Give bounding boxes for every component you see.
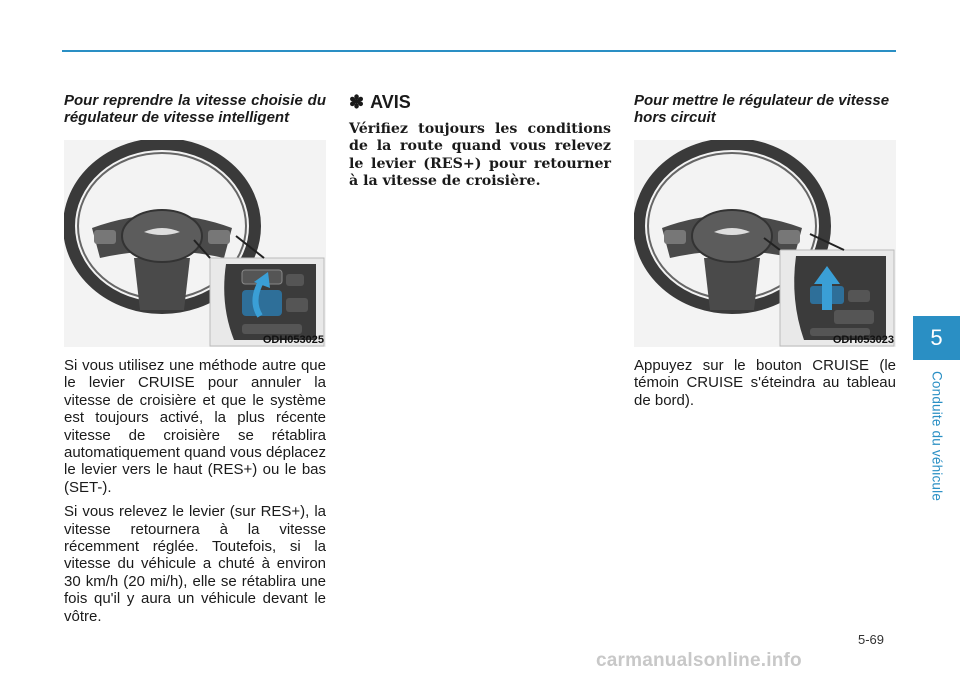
paragraph: Si vous relevez le levier (sur RES+), la vitesse retournera à la vitesse récemment réglée. Toutefois, si la vitesse du véhicule a chuté à environ 30 km/h (20 mi/h), elle se rétablira une fois qu'il y aura un véhicule devant le vôtre. <box>64 503 326 625</box>
avis-label: AVIS <box>370 92 411 112</box>
section-heading-cancel: Pour mettre le régulateur de vitesse hors circuit <box>634 92 890 126</box>
column-cancel-cruise <box>634 92 896 416</box>
header-rule <box>62 50 896 52</box>
steering-wheel-figure-resume <box>64 140 326 347</box>
column-resume-speed <box>64 92 326 632</box>
steering-wheel-illustration <box>64 140 326 347</box>
steering-wheel-figure-cancel <box>634 140 896 347</box>
paragraph: Si vous utilisez une méthode autre que le levier CRUISE pour annuler la vitesse de croisière et que le système est toujours activé, la plus récente vitesse de croisière se rétablira automatiquement quand vous déplacez le levier vers le haut (RES+) ou le bas (SET-). <box>64 357 326 496</box>
section-heading-resume: Pour reprendre la vitesse choisie du régulateur de vitesse intelligent <box>64 92 326 126</box>
figure-code: ODH053025 <box>262 334 324 346</box>
watermark: carmanualsonline.info <box>596 650 802 671</box>
avis-title <box>349 92 611 113</box>
chapter-tab: 5 <box>913 316 960 360</box>
asterisk-icon: ✽ <box>349 92 365 112</box>
figure-code: ODH053023 <box>832 334 894 346</box>
steering-wheel-illustration <box>634 140 896 347</box>
paragraph: Appuyez sur le bouton CRUISE (le témoin CRUISE s'éteindra au tableau de bord). <box>634 357 896 409</box>
column-avis <box>349 92 611 191</box>
page-number: 5-69 <box>858 632 885 647</box>
chapter-title: Conduite du véhicule <box>929 370 945 502</box>
avis-text: Vérifiez toujours les conditions de la route quand vous relevez le levier (RES+) pour retourner à la vitesse de croisière. <box>349 121 611 190</box>
